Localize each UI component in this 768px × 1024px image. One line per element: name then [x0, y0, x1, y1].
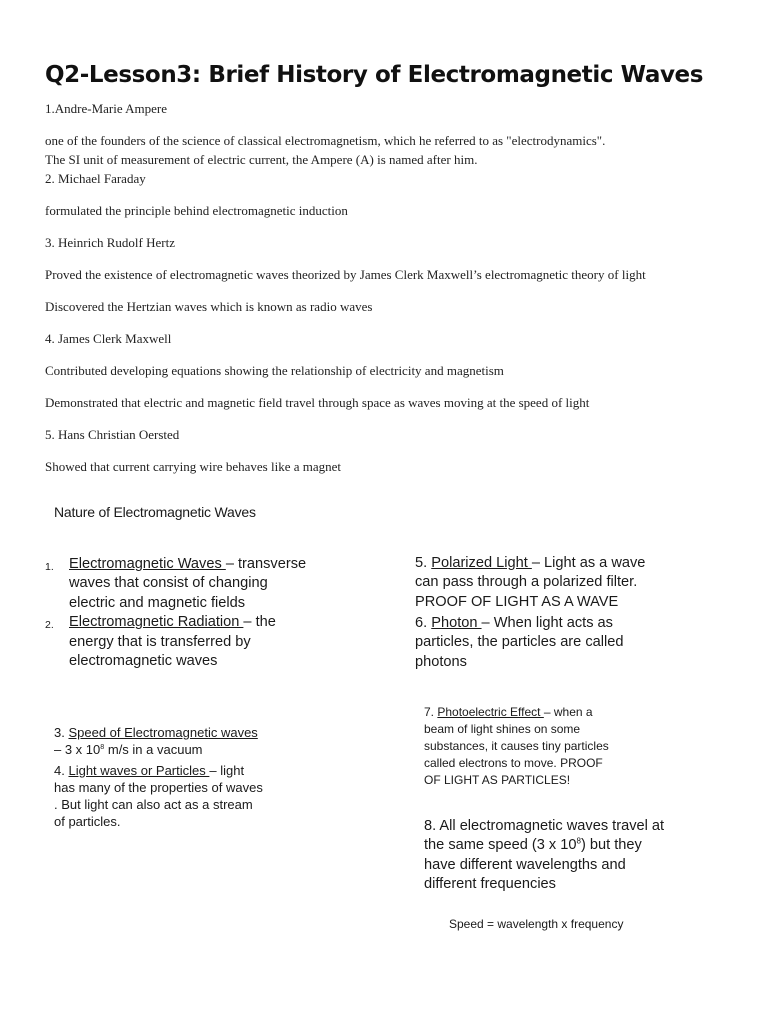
- definition-text: m/s in a vacuum: [104, 742, 203, 757]
- page-title: Q2-Lesson3: Brief History of Electromagnetic Waves: [45, 62, 704, 88]
- hertz-description-line-2: Discovered the Hertzian waves which is known as radio waves: [45, 299, 373, 314]
- definition-text: – when a beam of light shines on some substances, it causes tiny particles called electrons to move. PROOF OF LIGHT AS PARTICLES!: [424, 705, 609, 787]
- list-number: 7.: [424, 705, 438, 719]
- item-photoelectric-effect: [424, 704, 622, 789]
- item-photon: [415, 614, 647, 672]
- exponent: 8: [100, 743, 105, 751]
- maxwell-description-line-1: Contributed developing equations showing the relationship of electricity and magnetism: [45, 363, 504, 378]
- list-number: 5.: [415, 555, 432, 571]
- term-polarized-light: Polarized Light: [431, 555, 532, 571]
- ampere-description-line-1: one of the founders of the science of classical electromagnetism, which he referred to as "electrodynamics".: [45, 133, 606, 148]
- statement-text: ) but they have different wavelengths and different frequencies: [424, 837, 642, 893]
- statement-text: 8. All electromagnetic waves travel at the same speed (3 x 10: [424, 818, 665, 854]
- definition-text: – light has many of the properties of waves . But light can also act as a stream of particles.: [54, 763, 263, 829]
- term-photon: Photon: [431, 615, 482, 631]
- definition-text: – the energy that is transferred by electromagnetic waves: [69, 614, 276, 670]
- definition-text: – 3 x 10: [54, 742, 101, 757]
- maxwell-heading: 4. James Clerk Maxwell: [45, 331, 172, 346]
- list-number: 6.: [415, 615, 432, 631]
- list-number: 2.: [45, 619, 54, 632]
- exponent: 8: [576, 836, 581, 846]
- maxwell-description-line-2: Demonstrated that electric and magnetic field travel through space as waves moving at the speed of light: [45, 395, 590, 410]
- item-light-waves-or-particles: [54, 762, 266, 830]
- list-item: [45, 613, 310, 671]
- faraday-description: formulated the principle behind electromagnetic induction: [45, 203, 348, 218]
- hertz-description-line-1: Proved the existence of electromagnetic waves theorized by James Clerk Maxwell’s electromagnetic theory of light: [45, 267, 646, 282]
- ampere-heading: 1.Andre-Marie Ampere: [45, 101, 168, 116]
- item-speed-of-em-waves: [54, 724, 259, 758]
- list-number: 4.: [54, 763, 69, 778]
- ampere-description-line-2: The SI unit of measurement of electric current, the Ampere (A) is named after him.: [45, 152, 478, 167]
- nature-heading: Nature of Electromagnetic Waves: [54, 504, 256, 520]
- faraday-heading: 2. Michael Faraday: [45, 171, 146, 186]
- term-photoelectric-effect: Photoelectric Effect: [437, 705, 544, 719]
- oersted-heading: 5. Hans Christian Oersted: [45, 427, 180, 442]
- definition-text: – Light as a wave can pass through a polarized filter. PROOF OF LIGHT AS A WAVE: [415, 555, 646, 610]
- speed-formula: Speed = wavelength x frequency: [449, 917, 624, 931]
- definition-text: – When light acts as particles, the particles are called photons: [415, 615, 624, 670]
- list-number: 1.: [45, 561, 54, 573]
- term-electromagnetic-radiation: Electromagnetic Radiation: [69, 614, 244, 631]
- definition-text: – transverse waves that consist of changing electric and magnetic fields: [69, 556, 307, 611]
- hertz-heading: 3. Heinrich Rudolf Hertz: [45, 235, 175, 250]
- definitions-list-left: [45, 555, 310, 671]
- list-item: [45, 555, 310, 613]
- term-speed-of-em-waves: Speed of Electromagnetic waves: [68, 725, 258, 740]
- term-electromagnetic-waves: Electromagnetic Waves: [69, 556, 226, 572]
- term-light-waves-or-particles: Light waves or Particles: [68, 763, 210, 778]
- list-number: 3.: [54, 725, 69, 740]
- item-em-waves-same-speed: [424, 817, 669, 895]
- oersted-description: Showed that current carrying wire behaves like a magnet: [45, 459, 341, 474]
- item-polarized-light: [415, 554, 655, 612]
